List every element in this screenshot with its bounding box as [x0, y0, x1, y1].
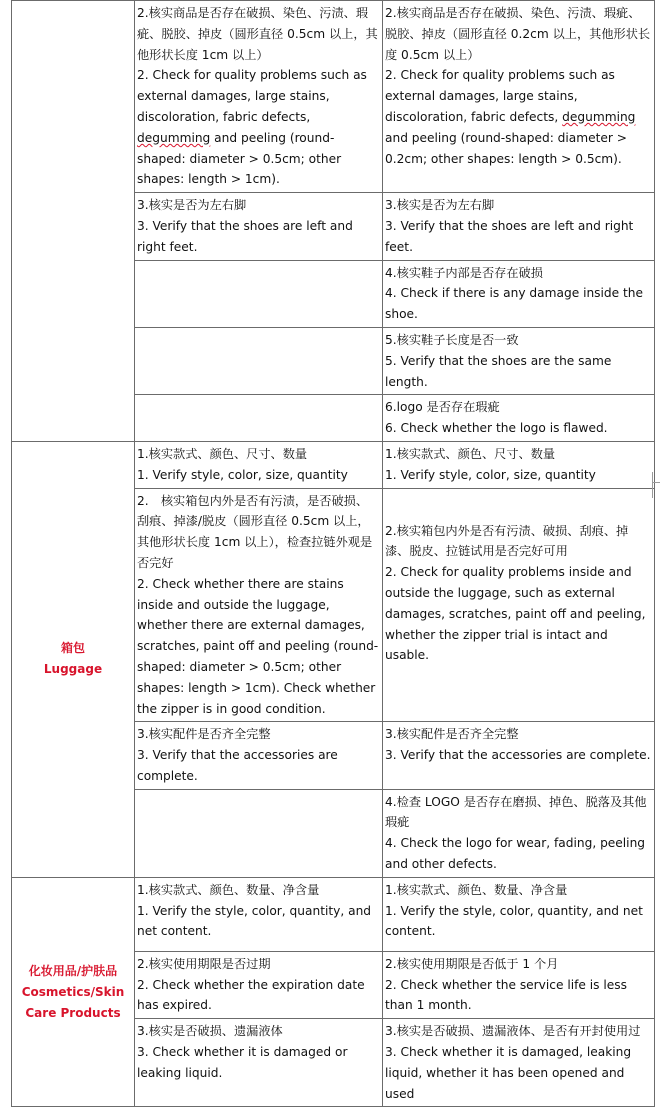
category-name-en: Luggage: [43, 662, 103, 677]
requirement-zh: 2.核实商品是否存在破损、染色、污渍、瑕疵、脱胶、掉皮（圆形直径 0.2cm 以上，其他形状长度 0.5cm 以上）: [385, 6, 651, 62]
requirement-zh: 3.核实是否为左右脚: [137, 198, 247, 213]
requirement-zh: 1.核实款式、颜色、尺寸、数量: [385, 446, 556, 461]
requirement-zh: 5.核实鞋子长度是否一致: [385, 332, 519, 347]
requirement-zh: 2.核实商品是否存在破损、染色、污渍、瑕疵、脱胶、掉皮（圆形直径 0.5cm 以上，其他形状长度 1cm 以上）: [137, 6, 378, 62]
requirement-en: 3. Check whether it is damaged, leaking liquid, whether it has been opened and used: [385, 1045, 632, 1101]
requirement-zh: 2.核实使用期限是否低于 1 个月: [385, 956, 559, 971]
requirement-zh: 2.核实箱包内外是否有污渍、破损、刮痕、掉漆、脱皮、拉链试用是否完好可用: [385, 523, 629, 559]
requirement-cell-empty: [135, 789, 383, 877]
requirement-en: 3. Verify that the accessories are complete.: [137, 748, 338, 783]
requirement-zh: 1.核实款式、颜色、数量、净含量: [137, 882, 320, 897]
requirement-en: 5. Verify that the shoes are the same length.: [385, 353, 612, 389]
category-cell-shoes: [12, 1, 135, 442]
category-cell-cosmetics: [12, 877, 135, 1107]
requirement-zh: 1.核实款式、颜色、尺寸、数量: [137, 446, 308, 461]
requirement-zh: 3.核实是否破损、遗漏液体: [137, 1024, 283, 1039]
requirement-cell: [383, 1019, 655, 1107]
requirement-zh: 1.核实款式、颜色、数量、净含量: [385, 882, 568, 897]
requirement-zh: 4.核实鞋子内部是否存在破损: [385, 265, 543, 280]
requirement-cell: [383, 260, 655, 327]
spellcheck-mark: degumming: [562, 109, 636, 124]
requirement-en: 2. Check whether the expiration date has expired.: [137, 977, 365, 1013]
requirement-cell: [383, 1, 655, 193]
requirement-en: 1. Verify the style, color, quantity, and net content.: [137, 903, 372, 939]
requirement-en: 2. Check for quality problems inside and outside the luggage, such as external damages, scratches, paint off and peeling, whether the zipper trial is intact and usable.: [385, 565, 646, 663]
requirement-en: 3. Check whether it is damaged or leaking liquid.: [137, 1045, 348, 1080]
table-row: [12, 1, 655, 193]
requirement-en: 4. Check the logo for wear, fading, peeling and other defects.: [385, 836, 646, 872]
page-edge-tick: [652, 482, 660, 483]
requirement-en: 2. Check for quality problems such as external damages, large stains, discoloration, fabric defects, degumming and peeling (round-shaped: diameter > 0.2cm; other shapes: length > 0.5cm).: [385, 68, 636, 166]
requirement-cell: [383, 327, 655, 394]
requirement-en: 2. Check for quality problems such as external damages, large stains, discoloration, fabric defects, degumming and peeling (round-shaped: diameter > 0.5cm; other shapes: length > 1cm).: [137, 68, 367, 187]
requirement-cell-empty: [135, 327, 383, 394]
requirement-cell: [383, 789, 655, 877]
requirement-zh: 2.核实使用期限是否过期: [137, 956, 271, 971]
inspection-criteria-table: [11, 0, 655, 1107]
requirement-en: 3. Verify that the shoes are left and right feet.: [137, 218, 353, 254]
requirement-cell: [135, 193, 383, 260]
category-name-zh: 箱包: [60, 641, 85, 656]
requirement-zh: 2. 核实箱包内外是否有污渍，是否破损、刮痕、掉漆/脱皮（圆形直径 0.5cm 以上，其他形状长度 1cm 以上），检查拉链外观是否完好: [137, 493, 373, 570]
requirement-cell: [135, 877, 383, 951]
requirement-zh: 6.logo 是否存在瑕疵: [385, 400, 500, 415]
requirement-en: 2. Check whether the service life is less than 1 month.: [385, 977, 627, 1013]
requirement-zh: 3.核实配件是否齐全完整: [385, 727, 519, 742]
page-edge-marker: [652, 472, 653, 498]
requirement-zh: 3.核实是否破损、遗漏液体、是否有开封使用过: [385, 1024, 641, 1039]
requirement-cell: [383, 441, 655, 488]
requirement-cell: [383, 395, 655, 442]
requirement-cell: [135, 1, 383, 193]
table-row: [12, 441, 655, 488]
requirement-en: 3. Verify that the accessories are complete.: [385, 748, 651, 763]
requirement-cell: [383, 877, 655, 951]
requirement-zh: 4.检查 LOGO 是否存在磨损、掉色、脱落及其他瑕疵: [385, 794, 647, 830]
requirement-en: 4. Check if there is any damage inside the shoe.: [385, 286, 644, 322]
category-name-en: Cosmetics/Skin Care Products: [21, 984, 125, 1020]
table-row: [12, 877, 655, 951]
requirement-cell: [383, 722, 655, 789]
requirement-en: 1. Verify style, color, size, quantity: [385, 467, 596, 482]
requirement-cell: [383, 951, 655, 1018]
requirement-en: 1. Verify style, color, size, quantity: [137, 467, 348, 482]
requirement-en: 6. Check whether the logo is flawed.: [385, 421, 608, 436]
requirement-zh: 3.核实是否为左右脚: [385, 198, 495, 213]
category-name-zh: 化妆用品/护肤品: [28, 963, 118, 978]
requirement-cell: [135, 951, 383, 1018]
requirement-cell: [135, 1019, 383, 1107]
requirement-en: 1. Verify the style, color, quantity, and net content.: [385, 903, 643, 939]
requirement-zh: 3.核实配件是否齐全完整: [137, 727, 271, 742]
requirement-cell: [135, 722, 383, 789]
requirement-cell-empty: [135, 395, 383, 442]
requirement-cell: [383, 193, 655, 260]
requirement-en: 3. Verify that the shoes are left and right feet.: [385, 218, 634, 254]
requirement-cell: [135, 488, 383, 722]
requirement-cell-empty: [135, 260, 383, 327]
requirement-en: 2. Check whether there are stains inside and outside the luggage, whether there are external damages, scratches, paint off and peeling (round-shaped: diameter > 0.5cm; other shapes: length > 1cm). Check whether the zipper is in good condition.: [137, 576, 379, 716]
category-cell-luggage: [12, 441, 135, 877]
requirement-cell: [135, 441, 383, 488]
spellcheck-mark: degumming: [137, 130, 211, 145]
requirement-cell: [383, 488, 655, 722]
